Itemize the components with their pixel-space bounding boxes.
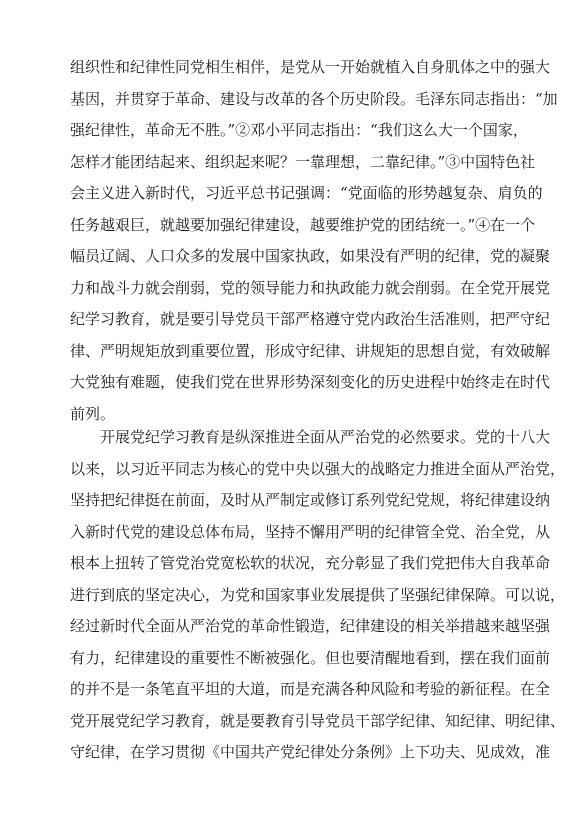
text-line: 坚持把纪律挺在前面，及时从严制定或修订系列党纪党规，将纪律建设纳: [70, 491, 551, 509]
text-line: 进行到底的坚定决心，为党和国家事业发展提供了坚强纪律保障。可以说，: [70, 585, 566, 604]
text-line: 开展党纪学习教育是纵深推进全面从严治党的必然要求。党的十八大: [100, 428, 551, 446]
text-line: 的并不是一条笔直平坦的大道，而是充满各种风险和考验的新征程。在全: [70, 680, 551, 698]
text-line: 基因，并贯穿于革命、建设与改革的各个历史阶段。毛泽东同志指出：“加: [70, 89, 558, 108]
text-line: 大党独有难题，使我们党在世界形势深刻变化的历史进程中始终走在时代: [70, 373, 551, 391]
text-line: 党开展党纪学习教育，就是要教育引导党员干部学纪律、知纪律、明纪律、: [70, 711, 566, 730]
text-line: 幅员辽阔、人口众多的发展中国家执政，如果没有严明的纪律，党的凝聚: [70, 247, 551, 265]
text-line: 前列。: [70, 404, 116, 423]
text-line: 纪学习教育，就是要引导党员干部严格遵守党内政治生活准则，把严守纪: [70, 310, 551, 328]
text-line: 强纪律性，革命无不胜。”②邓小平同志指出：“我们这么大一个国家，: [70, 121, 528, 139]
text-line: 经过新时代全面从严治党的革命性锻造，纪律建设的相关举措越来越坚强: [70, 617, 551, 635]
text-line: 力和战斗力就会削弱，党的领导能力和执政能力就会削弱。在全党开展党: [70, 278, 551, 297]
text-line: 律、严明规矩放到重要位置，形成守纪律、讲规矩的思想自觉，有效破解: [70, 341, 551, 360]
text-line: 入新时代党的建设总体布局，坚持不懈用严明的纪律管全党、治全党，从: [70, 522, 551, 541]
text-line: 怎样才能团结起来、组织起来呢？一靠理想，二靠纪律。”③中国特色社: [70, 152, 536, 171]
paragraph-discipline-history: [70, 52, 558, 430]
text-line: 有力，纪律建设的重要性不断被强化。但也要清醒地看到，摆在我们面前: [70, 648, 551, 667]
text-line: 组织性和纪律性同党相生相伴，是党从一开始就植入自身肌体之中的强大: [70, 58, 551, 76]
text-line: 任务越艰巨，就越要加强纪律建设，越要维护党的团结统一。”④在一个: [70, 215, 536, 234]
text-line: 以来，以习近平同志为核心的党中央以强大的战略定力推进全面从严治党，: [70, 459, 566, 478]
text-line: 守纪律，在学习贯彻《中国共产党纪律处分条例》上下功夫、见成效，准: [70, 743, 551, 761]
text-line: 根本上扭转了管党治党宽松软的状况，充分彰显了我们党把伟大自我革命: [70, 554, 551, 572]
text-line: 会主义进入新时代，习近平总书记强调：“党面临的形势越复杂、肩负的: [70, 184, 543, 202]
paragraph-strict-governance: [70, 422, 566, 769]
